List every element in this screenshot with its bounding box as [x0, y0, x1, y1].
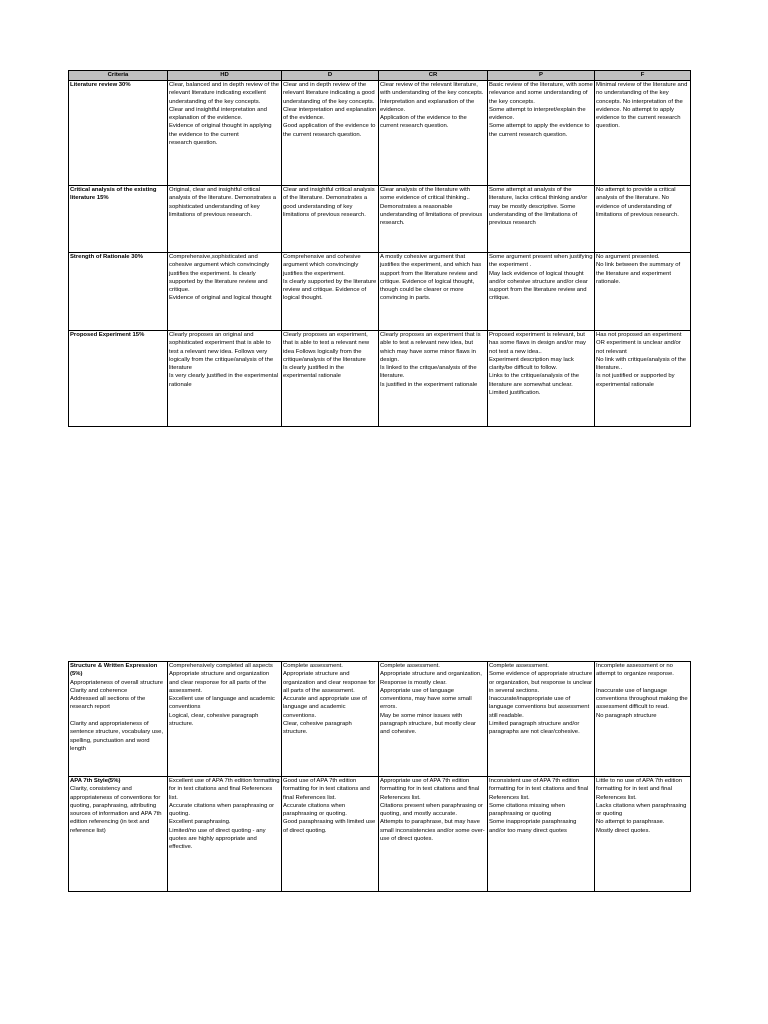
f-cell: Minimal review of the literature and no understanding of the key concepts. No interpretation of the evidence. No attempt to apply evidence to the current research question.: [595, 81, 691, 186]
table-row: [69, 81, 691, 186]
header-p: P: [488, 71, 595, 81]
hd-cell: Excellent use of APA 7th edition formatting for in text citations and final References list. Accurate citations when paraphrasing or quoting. Excellent paraphrasing. Limited/no use of direct quoting - any quotes are highly appropriate and effective.: [168, 777, 282, 892]
hd-cell: Comprehensively completed all aspects Appropriate structure and organization and clear response for all parts of the assessment. Excellent use of language and academic conventions Logical, clear, cohesive paragraph structure.: [168, 662, 282, 777]
p-cell: Some attempt at analysis of the literature, lacks critical thinking and/or may be mostly descriptive. Some understanding of the limitations of previous research: [488, 186, 595, 253]
criteria-cell: Critical analysis of the existing literature 15%: [69, 186, 168, 253]
table-row: [69, 253, 691, 331]
criteria-cell: Strength of Rationale 30%: [69, 253, 168, 331]
header-cr: CR: [379, 71, 488, 81]
criteria-description: Appropriateness of overall structure Clarity and coherence Addressed all sections of the research report Clarity and appropriateness of sentence structure, vocabulary use, spelling, punctuation and word length: [70, 679, 163, 752]
criteria-cell: [69, 777, 168, 892]
criteria-cell: Proposed Experiment 15%: [69, 331, 168, 427]
f-cell: Little to no use of APA 7th edition formatting for in text and final References list. Lacks citations when paraphrasing or quoting No attempt to paraphrase. Mostly direct quotes.: [595, 777, 691, 892]
p-cell: Inconsistent use of APA 7th edition formatting for in text citations and final References list. Some citations missing when paraphrasing or quoting Some inappropriate paraphrasing and/or too many direct quotes: [488, 777, 595, 892]
criteria-description: Clarity, consistency and appropriateness of conventions for quoting, paraphrasing, attributing sources of information and APA 7th edition referencing (in text and reference list): [70, 786, 162, 834]
hd-cell: Clear, balanced and in depth review of the relevant literature indicating excellent understanding of the key concepts. Clear and insightful interpretation and explanation of the evidence. Evidence of original thought in applying the evidence to the current research question.: [168, 81, 282, 186]
criteria-title: APA 7th Style(5%): [70, 778, 121, 784]
hd-cell: Original, clear and insightful critical analysis of the literature. Demonstrates a sophisticated understanding of key limitations of previous research.: [168, 186, 282, 253]
header-d: D: [282, 71, 379, 81]
d-cell: Clear and insightful critical analysis of the literature. Demonstrates a good understanding of key limitations of previous research.: [282, 186, 379, 253]
f-cell: No argument presented. No link between the summary of the literature and experiment rationale.: [595, 253, 691, 331]
cr-cell: Complete assessment. Appropriate structure and organization, Response is mostly clear. Appropriate use of language conventions, may have some small errors. May be some minor issues with paragraph structure, but mostly clear and cohesive.: [379, 662, 488, 777]
cr-cell: Clearly proposes an experiment that is able to test a relevant new idea, but which may have some minor flaws in design. Is linked to the critque/analysis of the literature. Is justified in the experiment rationale: [379, 331, 488, 427]
d-cell: Clear and in depth review of the relevant literature indicating a good understanding of the key concepts. Clear interpretation and explanation of the evidence. Good application of the evidence to the current research question.: [282, 81, 379, 186]
criteria-cell: [69, 662, 168, 777]
d-cell: Good use of APA 7th edition formatting for in text citations and final References list. Accurate citations when paraphrasing or quoting. Good paraphrasing with limited use of direct quoting.: [282, 777, 379, 892]
criteria-title: Structure & Written Expression (5%): [70, 663, 158, 678]
f-cell: No attempt to provide a critical analysis of the literature. No evidence of understanding of limitations of previous research.: [595, 186, 691, 253]
hd-cell: Comprehensive,sophisticated and cohesive argument which convincingly justifies the experiment. Is clearly supported by the literature review and critique. Evidence of original and logical thought: [168, 253, 282, 331]
p-cell: Basic review of the literature, with some relevance and some understanding of the key concepts. Some attempt to interpret/explain the evidence. Some attempt to apply the evidence to the current research question.: [488, 81, 595, 186]
table-row: [69, 662, 691, 777]
header-criteria: Criteria: [69, 71, 168, 81]
header-hd: HD: [168, 71, 282, 81]
table-row: [69, 331, 691, 427]
p-cell: Complete assessment. Some evidence of appropriate structure or organization, but response is unclear in several sections. Inaccurate/inappropriate use of language conventions but assessment still readable. Limited paragraph structure and/or paragraphs are not clear/cohesive.: [488, 662, 595, 777]
cr-cell: Appropriate use of APA 7th edition formatting for in text citations and final References list. Citations present when paraphrasing or quoting, and mostly accurate. Attempts to paraphrase, but may have small inconsistencies and/or some over-use of direct quotes.: [379, 777, 488, 892]
header-f: F: [595, 71, 691, 81]
d-cell: Complete assessment. Appropriate structure and organization and clear response for all parts of the assessment. Accurate and appropriate use of language and academic conventions. Clear, cohesive paragraph structure.: [282, 662, 379, 777]
cr-cell: Clear review of the relevant literature, with understanding of the key concepts. Interpretation and explanation of the evidence. Application of the evidence to the current research question.: [379, 81, 488, 186]
rubric-table-top: [68, 70, 691, 427]
rubric-table-bottom: [68, 661, 691, 892]
header-row: [69, 71, 691, 81]
d-cell: Comprehensive and cohesive argument which convincingly justifies the experiment. Is clearly supported by the literature review and critique. Evidence of logical thought.: [282, 253, 379, 331]
cr-cell: Clear analysis of the literature with some evidence of critical thinking.. Demonstrates a reasonable understanding of limitations of previous research.: [379, 186, 488, 253]
f-cell: Has not proposed an experiment OR experiment is unclear and/or not relevant No link with critique/analysis of the literature.. Is not justified or supported by experimental rationale: [595, 331, 691, 427]
table-row: [69, 777, 691, 892]
cr-cell: A mostly cohesive argument that justifies the experiment, and which has support from the literature review and critique. Evidence of logical thought, though could be clearer or more convincing in parts.: [379, 253, 488, 331]
d-cell: Clearly proposes an experiment, that is able to test a relevant new idea Follows logically from the critique/analysis of the literature Is clearly justified in the experimental rationale: [282, 331, 379, 427]
p-cell: Proposed experiment is relevant, but has some flaws in design and/or may not test a new idea.. Experiment description may lack clarity/be difficult to follow. Links to the critique/analysis of the literature are somewhat unclear. Limited justification.: [488, 331, 595, 427]
f-cell: Incomplete assessment or no attempt to organize response. Inaccurate use of language conventions throughout making the assessment difficult to read. No paragraph structure: [595, 662, 691, 777]
p-cell: Some argument present when justifying the experiment . May lack evidence of logical thought and/or cohesive structure and/or clear support from the literature review and critique.: [488, 253, 595, 331]
table-row: [69, 186, 691, 253]
criteria-cell: Literature review 30%: [69, 81, 168, 186]
hd-cell: Clearly proposes an original and sophisticated experiment that is able to test a relevant new idea. Follows very logically from the critique/analysis of the literature Is very clearly justified in the experimental rationale: [168, 331, 282, 427]
